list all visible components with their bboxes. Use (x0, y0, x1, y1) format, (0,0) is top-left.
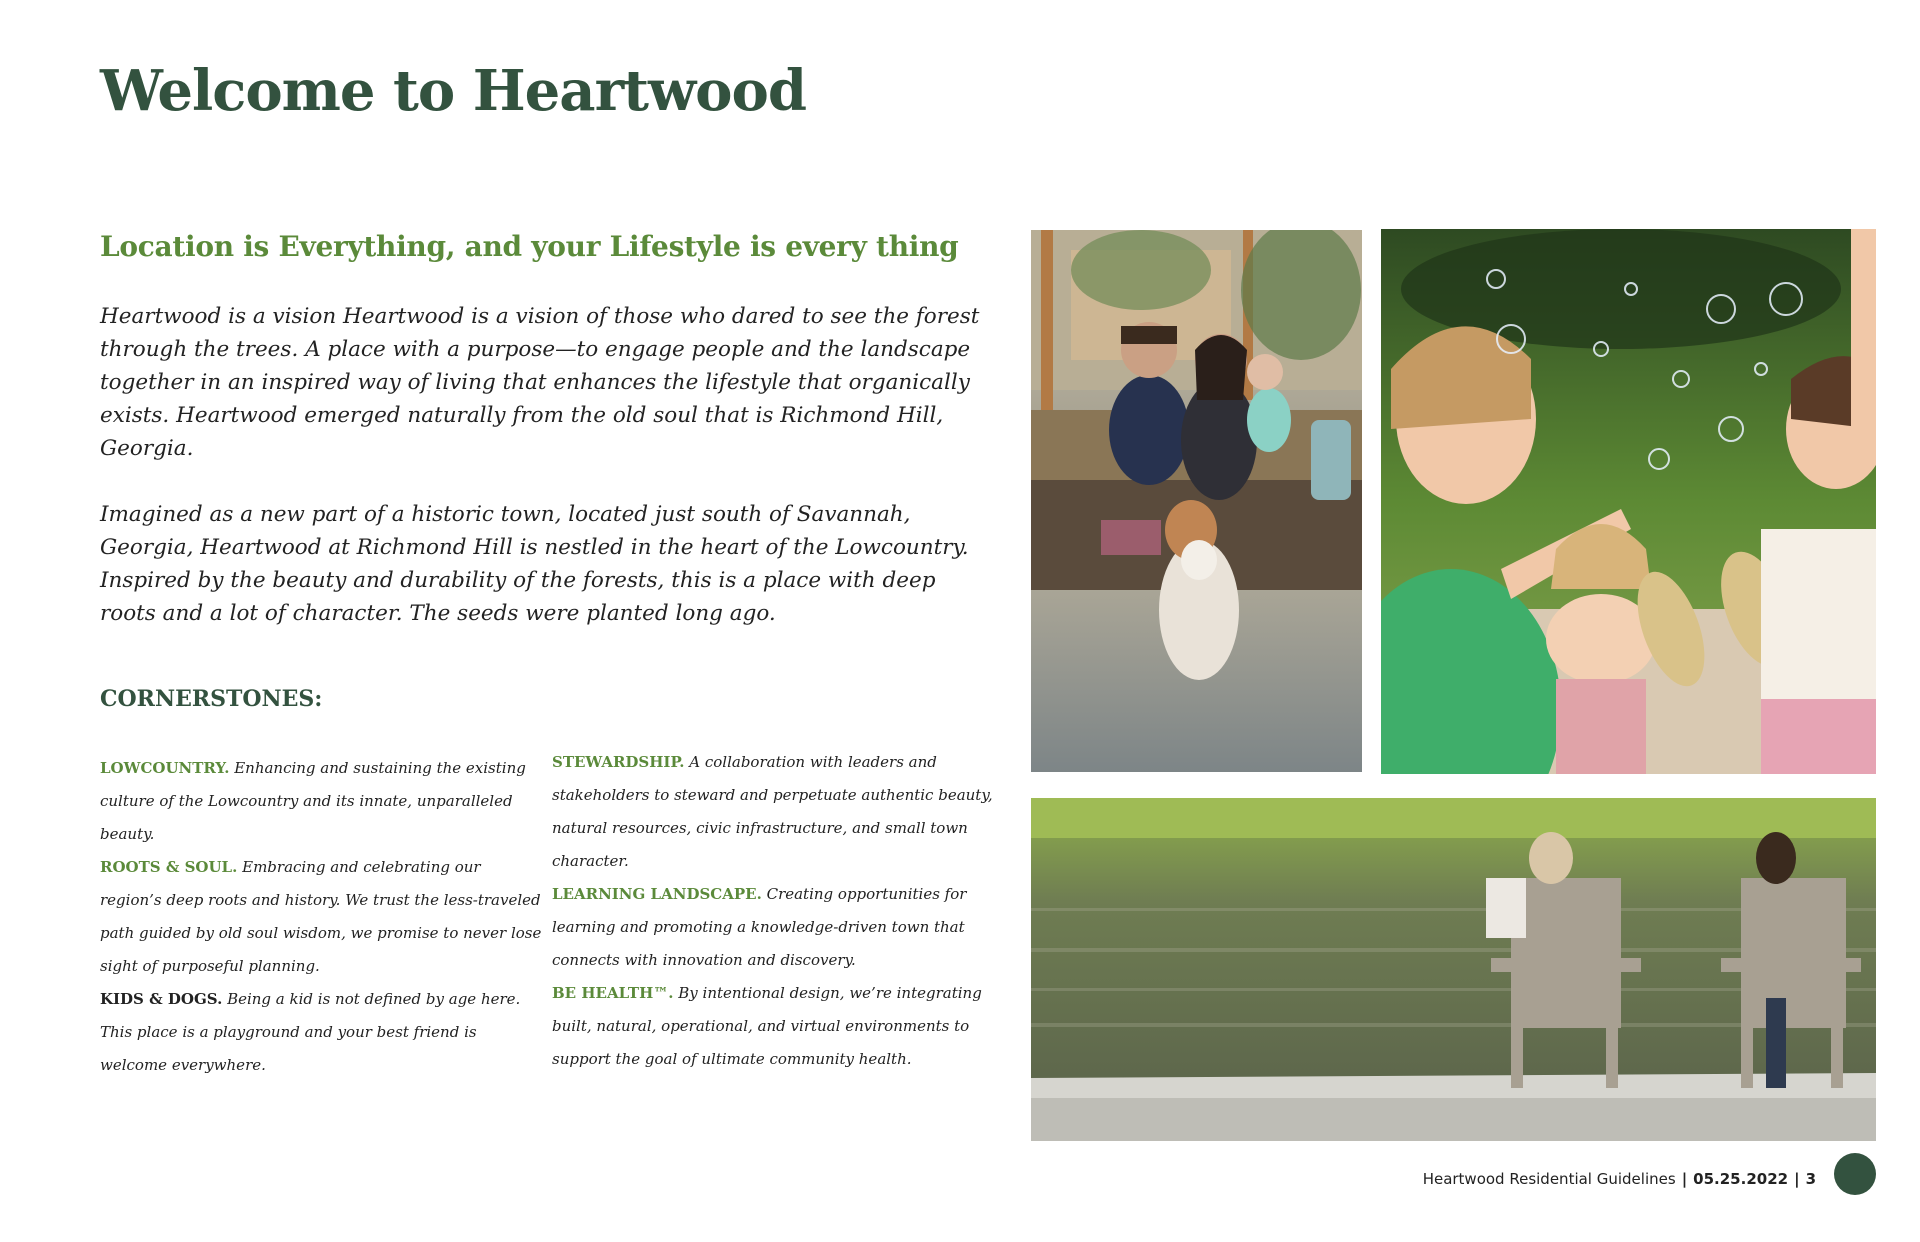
cornerstone-text: By intentional design, we’re integrating built, natural, operational, and virtual environments to support the goal of ultimate community health. (552, 984, 982, 1068)
cornerstone-label: LEARNING LANDSCAPE. (552, 885, 762, 903)
cornerstone-text: A collaboration with leaders and stakeholders to steward and perpetuate authentic beauty, natural resources, civic infrastructure, and small town character. (552, 753, 993, 870)
cornerstone-text: Embracing and celebrating our region’s deep roots and history. We trust the less-traveled path guided by old soul wisdom, we promise to never lose sight of purposeful planning. (100, 858, 542, 975)
cornerstone-label: LOWCOUNTRY. (100, 759, 230, 777)
kids-bubbles-photo (1381, 229, 1876, 774)
cornerstone-roots-soul (100, 851, 545, 983)
footer-doc-title: Heartwood Residential Guidelines (1422, 1170, 1676, 1188)
section-subtitle: Location is Everything, and your Lifestyle is every thing (100, 230, 959, 263)
cornerstones-right-column (552, 746, 1002, 1076)
page-marker-dot (1834, 1153, 1876, 1195)
intro-paragraph: Imagined as a new part of a historic town, located just south of Savannah, Georgia, Heartwood at Richmond Hill is nestled in the heart of the Lowcountry. Inspired by the beauty and durability of the forests, this is a place with deep roots and a lot of character. The seeds were planted long ago. (100, 502, 969, 626)
page-number: 3 (1805, 1170, 1816, 1188)
cornerstones-left-column (100, 752, 545, 1082)
cornerstone-lowcountry (100, 752, 545, 851)
cornerstone-learning-landscape (552, 878, 1002, 977)
cornerstone-text: Creating opportunities for learning and promoting a knowledge-driven town that connects with innovation and discovery. (552, 885, 967, 969)
footer-separator: | (1681, 1170, 1688, 1188)
cornerstone-text: Being a kid is not defined by age here. This place is a playground and your best friend is welcome everywhere. (100, 990, 521, 1074)
intro-text (100, 300, 980, 663)
cornerstone-label: STEWARDSHIP. (552, 753, 685, 771)
cornerstone-label: KIDS & DOGS. (100, 990, 223, 1008)
footer-separator: | (1794, 1170, 1800, 1188)
cornerstones-heading: CORNERSTONES: (100, 686, 323, 712)
footer-date: 05.25.2022 (1693, 1170, 1789, 1188)
page-footer (1423, 1158, 1816, 1200)
cornerstone-label: ROOTS & SOUL. (100, 858, 238, 876)
intro-paragraph: Heartwood is a vision Heartwood is a vision of those who dared to see the forest through the trees. A place with a purpose—to engage people and the landscape together in an inspired way of living that enhances the lifestyle that organically exists. Heartwood emerged naturally from the old soul that is Richmond Hill, Georgia. (100, 304, 980, 461)
family-porch-photo (1031, 230, 1362, 772)
cornerstone-label: BE HEALTH™. (552, 984, 674, 1002)
cornerstone-kids-dogs (100, 983, 545, 1082)
cornerstone-be-health (552, 977, 1002, 1076)
lake-chairs-photo (1031, 798, 1876, 1141)
cornerstone-text: Enhancing and sustaining the existing culture of the Lowcountry and its innate, unparalleled beauty. (100, 759, 526, 843)
page-title: Welcome to Heartwood (100, 58, 807, 124)
cornerstone-stewardship (552, 746, 1002, 878)
